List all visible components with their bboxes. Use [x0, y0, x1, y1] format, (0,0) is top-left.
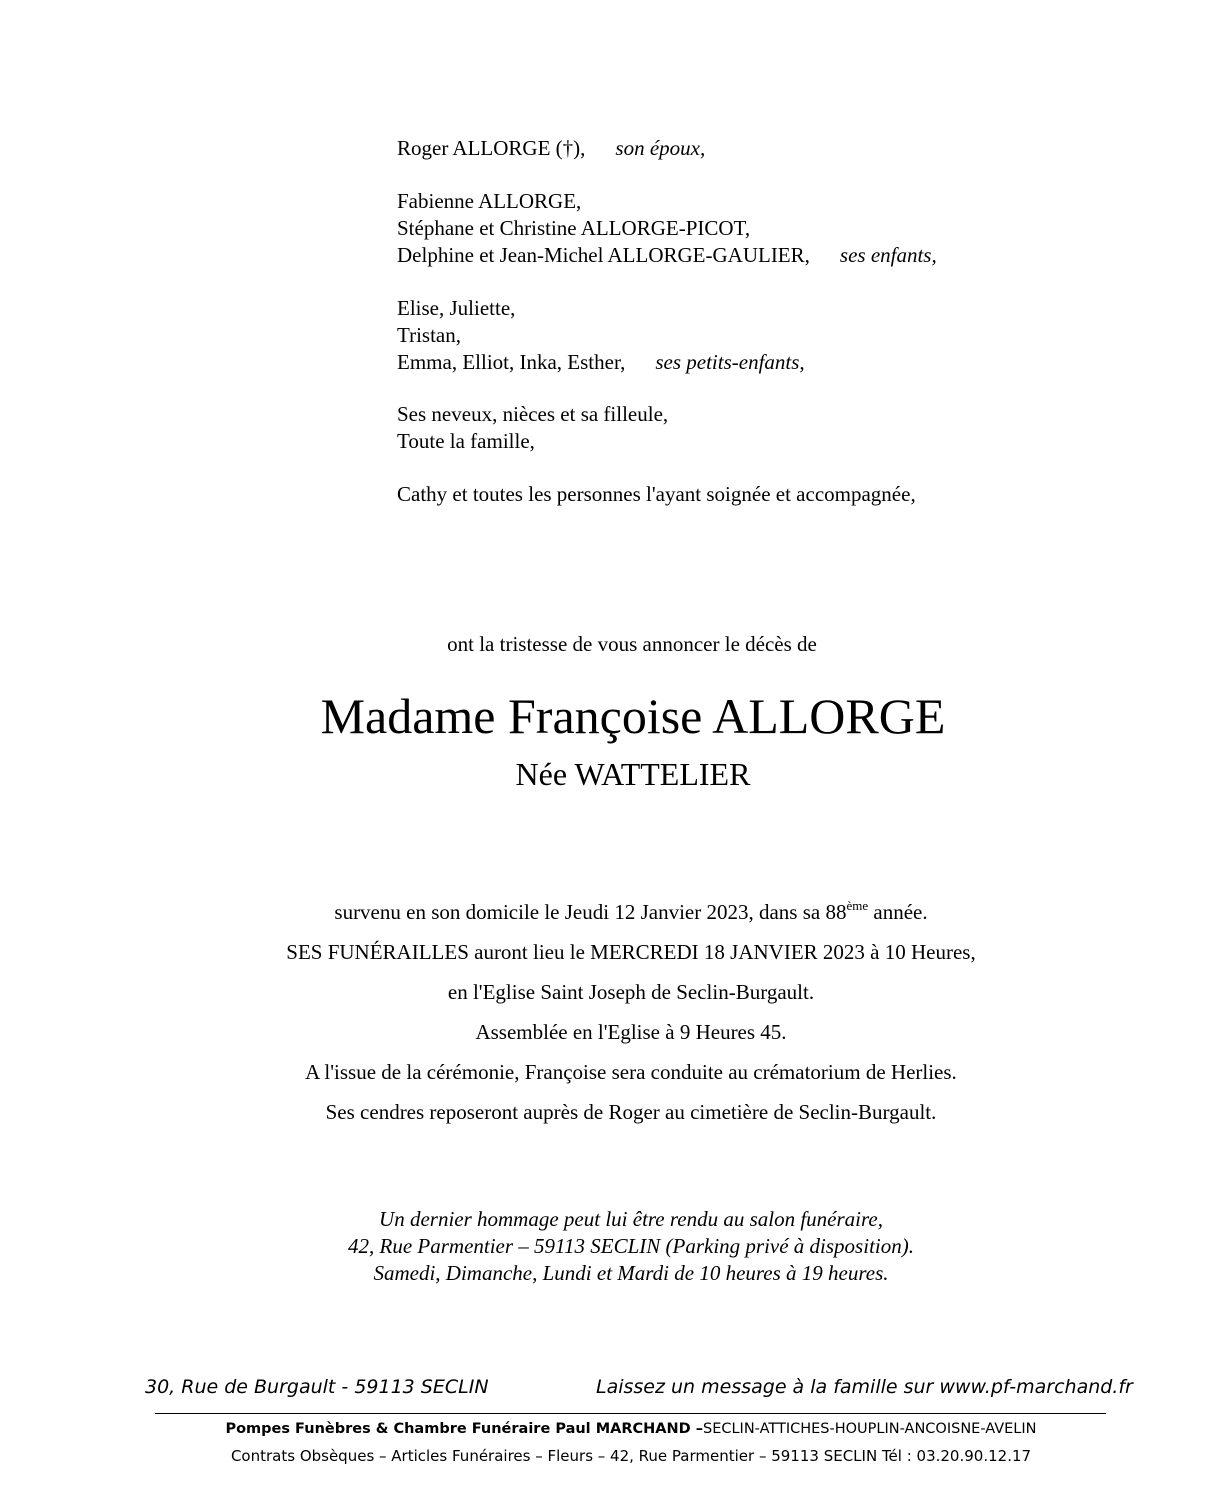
footer-contracts: Contrats Obsèques – Articles Funéraires – Fleurs – 42, Rue Parmentier – 59113 SECLIN Tél : 03.20.90.12.17	[230, 1447, 1032, 1465]
ordinal-suffix: ème	[846, 898, 869, 913]
assembly-line: Assemblée en l'Eglise à 9 Heures 45.	[475, 1020, 787, 1044]
footer-address: 30, Rue de Burgault - 59113 SECLIN	[145, 1376, 489, 1398]
child-line: Fabienne ALLORGE,	[397, 189, 582, 213]
footer-message: Laissez un message à la famille sur www.pf-marchand.fr	[596, 1376, 1133, 1398]
death-line	[0, 897, 1214, 937]
grandchildren-role: ses petits-enfants,	[655, 350, 805, 374]
footer-company	[0, 1421, 1214, 1437]
grandchild-line	[397, 349, 805, 376]
death-text-end: année.	[868, 900, 928, 924]
grandchild-names: Emma, Elliot, Inka, Esther,	[397, 350, 626, 374]
spouse-role: son époux,	[615, 136, 706, 160]
ashes-line: Ses cendres reposeront auprès de Roger au cimetière de Seclin-Burgault.	[325, 1100, 937, 1124]
children-block	[397, 188, 937, 269]
children-role: ses enfants,	[839, 243, 937, 267]
child-line: Stéphane et Christine ALLORGE-PICOT,	[397, 216, 751, 240]
child-line	[397, 242, 937, 269]
tribute-line: Samedi, Dimanche, Lundi et Mardi de 10 heures à 19 heures.	[373, 1261, 889, 1285]
grandchildren-block	[397, 295, 805, 376]
announcement-text: ont la tristesse de vous annoncer le décès de	[447, 632, 817, 656]
footer-divider	[155, 1413, 1106, 1414]
cremation-line: A l'issue de la cérémonie, Françoise sera conduite au crématorium de Herlies.	[305, 1060, 957, 1084]
other-line: Ses neveux, nièces et sa filleule,	[397, 402, 669, 426]
carers-line: Cathy et toutes les personnes l'ayant soignée et accompagnée,	[397, 482, 916, 506]
church-line: en l'Eglise Saint Joseph de Seclin-Burgault.	[447, 980, 815, 1004]
spouse-line	[397, 135, 705, 162]
funeral-details	[0, 897, 1214, 1137]
tribute-line: 42, Rue Parmentier – 59113 SECLIN (Parking privé à disposition).	[348, 1234, 914, 1258]
maiden-name: Née WATTELIER	[515, 756, 751, 792]
spouse-name: Roger ALLORGE (†),	[397, 136, 586, 160]
tribute-block	[0, 1206, 1214, 1287]
funeral-line: SES FUNÉRAILLES auront lieu le MERCREDI 18 JANVIER 2023 à 10 Heures,	[286, 940, 976, 964]
company-locations: SECLIN-ATTICHES-HOUPLIN-ANCOISNE-AVELIN	[702, 1421, 1037, 1437]
tribute-line: Un dernier hommage peut lui être rendu au salon funéraire,	[379, 1207, 883, 1231]
deceased-name: Madame Françoise ALLORGE	[320, 688, 946, 744]
child-name: Delphine et Jean-Michel ALLORGE-GAULIER,	[397, 243, 810, 267]
others-block	[397, 401, 668, 455]
company-name: Pompes Funèbres & Chambre Funéraire Paul MARCHAND –	[225, 1421, 703, 1437]
grandchild-line: Elise, Juliette,	[397, 296, 516, 320]
other-line: Toute la famille,	[397, 429, 535, 453]
grandchild-line: Tristan,	[397, 323, 461, 347]
death-text: survenu en son domicile le Jeudi 12 Janvier 2023, dans sa 88	[334, 900, 847, 924]
